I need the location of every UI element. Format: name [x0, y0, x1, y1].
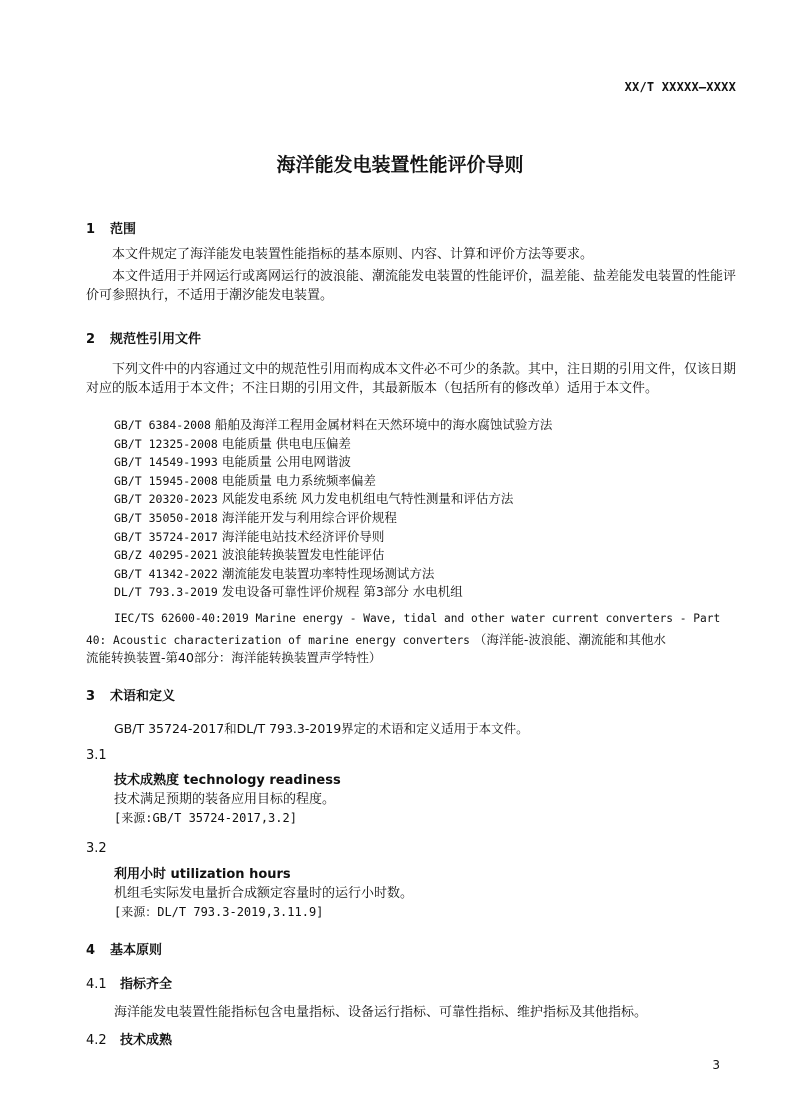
term-source: [来源:GB/T 35724-2017,3.2] — [114, 811, 297, 825]
subsection-4-1-text: 海洋能发电装置性能指标包含电量指标、设备运行指标、可靠性指标、维护指标及其他指标。 — [114, 1005, 648, 1020]
subsection-title: 指标齐全 — [120, 977, 173, 992]
document-title: 海洋能发电装置性能评价导则 — [276, 154, 524, 176]
subsection-number: 4.1 — [86, 977, 107, 992]
term-name: 利用小时 utilization hours — [114, 867, 291, 882]
term-number: 3.2 — [86, 841, 107, 856]
list-item — [114, 490, 552, 509]
list-item — [114, 565, 552, 584]
list-item — [114, 528, 552, 547]
ref-title: 船舶及海洋工程用金属材料在天然环境中的海水腐蚀试验方法 — [214, 417, 553, 432]
ref-code: DL/T 793.3-2019 — [114, 585, 218, 600]
subsection-4-2-heading — [86, 1029, 172, 1048]
ref-title: 海洋能开发与利用综合评价规程 — [221, 509, 397, 525]
iec-reference-line-2 — [86, 630, 666, 648]
section-title: 基本原则 — [110, 943, 163, 958]
list-item — [114, 416, 552, 435]
page-number: 3 — [712, 1058, 720, 1072]
subsection-number: 4.2 — [86, 1033, 107, 1048]
section-2-intro: 下列文件中的内容通过文中的规范性引用而构成本文件必不可少的条款。其中，注日期的引用文件，仅该日期对应的版本适用于本文件；不注日期的引用文件，其最新版本（包括所有的修改单）适用于本文件。 — [86, 362, 737, 396]
ref-code: GB/T 15945-2008 — [114, 473, 218, 488]
subsection-title: 技术成熟 — [120, 1033, 173, 1048]
ref-code: GB/Z 40295-2021 — [114, 548, 218, 563]
term-number: 3.1 — [86, 748, 107, 763]
ref-code: GB/T 12325-2008 — [114, 436, 218, 451]
ref-title: 电能质量 公用电网谐波 — [221, 454, 351, 470]
term-entry — [114, 771, 341, 828]
list-item — [114, 435, 552, 454]
term-entry — [114, 865, 413, 922]
term-definition: 机组毛实际发电量折合成额定容量时的运行小时数。 — [114, 886, 414, 901]
ref-code: GB/T 6384-2008 — [114, 418, 211, 432]
section-number: 4 — [86, 943, 96, 958]
ref-title: 电能质量 电力系统频率偏差 — [221, 472, 376, 488]
iec-reference-line-3: 流能转换装置-第40部分：海洋能转换装置声学特性） — [86, 650, 382, 665]
ref-code: GB/T 35050-2018 — [114, 510, 218, 525]
term-definition: 技术满足预期的装备应用目标的程度。 — [114, 792, 336, 807]
subsection-4-1-heading — [86, 973, 172, 992]
section-2-heading — [86, 328, 201, 347]
ref-title: 风能发电系统 风力发电机组电气特性测量和评估方法 — [221, 491, 514, 507]
iec-title-part: 40: Acoustic characterization of marine energy converters — [86, 634, 470, 647]
section-1-paragraph-1: 本文件规定了海洋能发电装置性能指标的基本原则、内容、计算和评价方法等要求。 — [112, 247, 594, 262]
document-code: XX/T XXXXX—XXXX — [624, 80, 736, 94]
section-number: 1 — [86, 222, 96, 237]
term-name: 技术成熟度 technology readiness — [114, 773, 341, 788]
section-3-intro: GB/T 35724-2017和DL/T 793.3-2019界定的术语和定义适用于本文件。 — [114, 721, 529, 736]
section-title: 规范性引用文件 — [110, 332, 202, 347]
list-item — [114, 472, 552, 491]
ref-title: 海洋能电站技术经济评价导则 — [221, 528, 385, 544]
section-title: 术语和定义 — [110, 689, 176, 704]
term-source: [来源：DL/T 793.3-2019,3.11.9] — [114, 905, 324, 919]
section-4-heading — [86, 939, 162, 958]
ref-code: GB/T 20320-2023 — [114, 492, 218, 507]
ref-code: GB/T 14549-1993 — [114, 455, 218, 470]
list-item — [114, 546, 552, 565]
list-item — [114, 509, 552, 528]
ref-title: 电能质量 供电电压偏差 — [221, 435, 351, 451]
ref-code: GB/T 35724-2017 — [114, 529, 218, 544]
list-item — [114, 453, 552, 472]
ref-title: 发电设备可靠性评价规程 第3部分 水电机组 — [221, 584, 463, 600]
section-1-heading — [86, 218, 136, 237]
normative-reference-list — [114, 416, 552, 602]
section-1-paragraph-2: 本文件适用于并网运行或离网运行的波浪能、潮流能发电装置的性能评价，温差能、盐差能发电装置的性能评价可参照执行，不适用于潮汐能发电装置。 — [86, 269, 737, 303]
section-3-heading — [86, 685, 175, 704]
section-title: 范围 — [110, 222, 137, 237]
iec-translation-part: （海洋能-波浪能、潮流能和其他水 — [473, 632, 666, 647]
ref-code: GB/T 41342-2022 — [114, 566, 218, 581]
section-number: 3 — [86, 689, 96, 704]
ref-title: 潮流能发电装置功率特性现场测试方法 — [221, 565, 435, 581]
list-item — [114, 583, 552, 602]
iec-reference-line-1: IEC/TS 62600-40:2019 Marine energy - Wave, tidal and other water current converters - Part — [114, 612, 721, 625]
section-number: 2 — [86, 332, 96, 347]
ref-title: 波浪能转换装置发电性能评估 — [221, 547, 385, 563]
